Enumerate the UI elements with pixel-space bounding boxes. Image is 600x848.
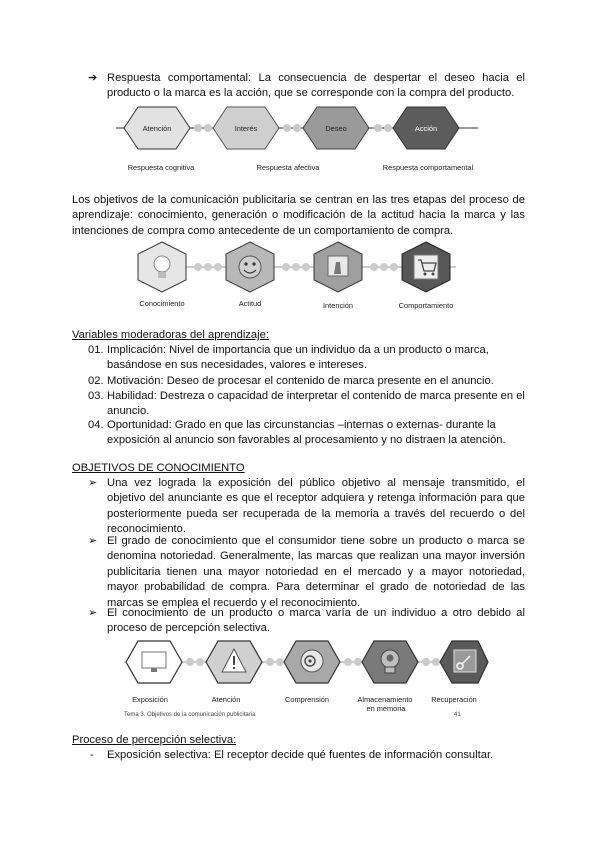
stage-almacenamiento (362, 641, 418, 683)
intro-text: Respuesta comportamental: La consecuencia de despertar el deseo hacia el producto o la marca es la acción, que se corresponde con la compra del producto. (107, 72, 525, 100)
step-deseo-label: Deseo (325, 124, 347, 133)
perception-diagram (114, 636, 490, 720)
moderator-text-2: Motivación: Deseo de procesar el contenido de marca presente en el anuncio. (107, 375, 494, 387)
moderator-text-4: Oportunidad: Grado en que las circunstancias –internas o externas- durante la exposición al anuncio son favorables al procesamiento y no distraen la atención. (107, 419, 506, 447)
figure-caption: Tema 3. Objetivos de la comunicación publicitaria (124, 712, 256, 718)
figure-page-mark: 41 (454, 712, 461, 718)
label-comportamiento: Comportamiento (398, 301, 454, 310)
knowledge-item-3: El conocimiento de un producto o marca varía de un individuo a otro debido al proceso de percepción selectiva. (107, 607, 525, 635)
label-comprension: Comprensión (285, 695, 329, 704)
objectives-paragraph: Los objetivos de la comunicación publicitaria se centran en las tres etapas del proceso de aprendizaje: conocimiento, generación o modificación de la actitud hacia la marca y las intenciones de compra como antecedente de un comportamiento de compra. (72, 194, 525, 237)
group-cognitiva: Respuesta cognitiva (127, 163, 195, 172)
knowledge-bullet-3: ➢ (88, 607, 98, 619)
moderator-num-2: 02. (88, 375, 104, 387)
label-recuperacion: Recuperación (431, 695, 477, 704)
selective-heading: Proceso de percepción selectiva: (72, 734, 237, 746)
stage-exposicion (126, 641, 182, 683)
step-atencion (124, 107, 190, 149)
moderator-text-1: Implicación: Nivel de importancia que un individuo da a un producto o marca, basándose en sus necesidades, valores e intereses. (107, 344, 489, 372)
stage-comprension (284, 641, 340, 683)
group-afectiva: Respuesta afectiva (256, 163, 320, 172)
stage-comportamiento (402, 242, 450, 292)
label-atencion: Atención (211, 695, 241, 704)
knowledge-item-1: Una vez lograda la exposición del público objetivo al mensaje transmitido, el objetivo del anunciante es que el receptor adquiera y retenga información para que posteriormente pueda ser recuperada de la memoria a través del recuerdo o del reconocimiento. (107, 477, 525, 536)
label-almacenamiento-line2: en memoria (366, 704, 406, 713)
label-conocimiento: Conocimiento (139, 299, 185, 308)
label-intencion: Intención (323, 301, 353, 310)
learning-stages-diagram (126, 240, 476, 312)
moderator-text-3: Habilidad: Destreza o capacidad de interpretar el contenido de marca presente en el anuncio. (107, 390, 525, 418)
label-exposicion: Exposición (132, 695, 168, 704)
step-atencion-label: Atención (142, 124, 172, 133)
stage-atencion (206, 641, 262, 683)
moderators-heading: Variables moderadoras del aprendizaje: (72, 329, 269, 341)
moderator-num-3: 03. (88, 390, 104, 402)
stage-conocimiento (138, 242, 186, 292)
intro-bullet: ➔ (88, 72, 98, 84)
knowledge-bullet-1: ➢ (88, 477, 98, 489)
stage-intencion (314, 242, 362, 292)
label-actitud: Actitud (238, 299, 262, 308)
stage-actitud (226, 242, 274, 292)
step-accion (393, 107, 459, 149)
aida-diagram (116, 104, 486, 176)
moderator-num-4: 04. (88, 419, 104, 431)
label-almacenamiento-text: Almacenamiento (357, 695, 413, 704)
knowledge-item-2: El grado de conocimiento que el consumidor tiene sobre un producto o marca se denomina notoriedad. Generalmente, las marcas que realizan una mayor inversión publicitaria tienen una mayor notoriedad en el mercado y a mayor notoriedad, mayor probabilidad de compra. Para determinar el grado de notoriedad de las marcas se emplea el recuerdo y el reconocimiento. (107, 535, 525, 609)
step-deseo (303, 107, 369, 149)
step-interes-label: Interés (234, 124, 258, 133)
selective-bullet-1: - (90, 749, 94, 761)
brain-gears-icon (301, 650, 323, 672)
key-icon (454, 650, 476, 672)
knowledge-heading: OBJETIVOS DE CONOCIMIENTO (72, 462, 245, 474)
group-comportamental: Respuesta comportamental (382, 163, 474, 172)
smiley-icon (239, 256, 261, 278)
step-interes (213, 107, 279, 149)
label-almacenamiento (357, 695, 414, 713)
stage-recuperacion (440, 641, 488, 683)
selective-item-1: Exposición selectiva: El receptor decide qué fuentes de información consultar. (107, 749, 494, 761)
hand-touch-icon (328, 256, 348, 276)
step-accion-label: Acción (414, 124, 438, 133)
shopping-cart-icon (414, 255, 438, 279)
knowledge-bullet-2: ➢ (88, 535, 98, 547)
moderator-num-1: 01. (88, 344, 104, 356)
